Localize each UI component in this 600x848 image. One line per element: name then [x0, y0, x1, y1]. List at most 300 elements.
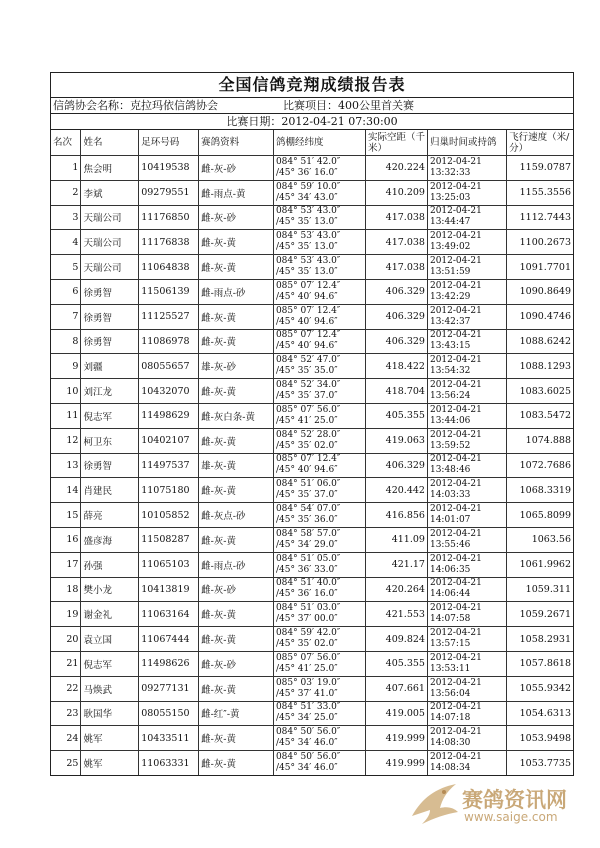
longitude: 084° 51′ 33.0″ [275, 702, 341, 713]
info-cell: 雌-灰点-砂 [199, 503, 274, 528]
coords-cell [273, 255, 365, 280]
latitude: /45° 35′ 37.0″ [275, 391, 338, 402]
name-cell: 天瑞公司 [81, 205, 139, 230]
coords-cell [273, 156, 365, 181]
longitude: 084° 51′ 06.0″ [275, 479, 341, 490]
return-time-cell [427, 156, 506, 181]
return-clock: 13:55:46 [429, 539, 471, 550]
name-cell: 樊小龙 [81, 577, 139, 602]
distance-cell: 409.824 [365, 627, 427, 652]
coords-cell [273, 503, 365, 528]
speed-cell: 1059.2671 [507, 602, 573, 627]
coords-cell [273, 304, 365, 329]
ring-cell: 11497537 [139, 453, 199, 478]
ring-cell: 11498626 [139, 651, 199, 676]
ring-cell: 11063331 [139, 751, 199, 775]
return-time-cell [427, 651, 506, 676]
info-cell: 雌-灰-黄 [199, 230, 274, 255]
ring-cell: 11075180 [139, 478, 199, 503]
rank-cell: 16 [51, 527, 81, 552]
return-date: 2012-04-21 [429, 727, 482, 738]
info-cell: 雄-灰-砂 [199, 354, 274, 379]
info-cell: 雌-灰-黄 [199, 726, 274, 751]
rank-cell: 13 [51, 453, 81, 478]
return-time-cell [427, 329, 506, 354]
name-cell: 徐勇智 [81, 279, 139, 304]
rank-cell: 21 [51, 651, 81, 676]
ring-cell: 11498629 [139, 403, 199, 428]
latitude: /45° 36′ 16.0″ [275, 167, 338, 178]
pigeon-logo-icon [406, 778, 462, 830]
speed-cell: 1112.7443 [507, 205, 573, 230]
watermark-text: 赛鸽资讯网 [462, 788, 567, 812]
name-cell: 袁立国 [81, 627, 139, 652]
return-date: 2012-04-21 [429, 181, 482, 192]
race-date: 比赛日期：2012-04-21 07:30:00 [51, 114, 573, 130]
return-time-cell [427, 552, 506, 577]
rank-cell: 18 [51, 577, 81, 602]
header-info: 赛鸽资料 [199, 130, 274, 156]
report-sheet [50, 72, 574, 776]
latitude: /45° 36′ 33.0″ [275, 564, 338, 575]
return-clock: 13:56:24 [429, 391, 471, 402]
rank-cell: 20 [51, 627, 81, 652]
return-date: 2012-04-21 [429, 454, 482, 465]
name-cell: 姚军 [81, 751, 139, 775]
coords-cell [273, 701, 365, 726]
speed-cell: 1100.2673 [507, 230, 573, 255]
rank-cell: 17 [51, 552, 81, 577]
table-row [51, 602, 573, 627]
distance-cell: 417.038 [365, 205, 427, 230]
return-clock: 13:53:11 [429, 663, 471, 674]
ring-cell: 10433511 [139, 726, 199, 751]
return-time-cell [427, 304, 506, 329]
longitude: 084° 51′ 03.0″ [275, 603, 341, 614]
info-cell: 雌-灰-黄 [199, 255, 274, 280]
coords-cell [273, 602, 365, 627]
speed-cell: 1054.6313 [507, 701, 573, 726]
info-cell: 雌-灰-黄 [199, 304, 274, 329]
longitude: 084° 51′ 05.0″ [275, 553, 341, 564]
rank-cell: 1 [51, 156, 81, 181]
return-clock: 14:03:33 [429, 490, 471, 501]
speed-cell: 1090.4746 [507, 304, 573, 329]
name-cell: 徐勇智 [81, 304, 139, 329]
ring-cell: 10105852 [139, 503, 199, 528]
return-date: 2012-04-21 [429, 429, 482, 440]
latitude: /45° 34′ 43.0″ [275, 192, 338, 203]
name-cell: 谢金礼 [81, 602, 139, 627]
coords-cell [273, 676, 365, 701]
coords-cell [273, 354, 365, 379]
speed-cell: 1090.8649 [507, 279, 573, 304]
table-row [51, 552, 573, 577]
latitude: /45° 34′ 25.0″ [275, 713, 338, 724]
coords-cell [273, 379, 365, 404]
rank-cell: 10 [51, 379, 81, 404]
rank-cell: 7 [51, 304, 81, 329]
distance-cell: 418.704 [365, 379, 427, 404]
distance-cell: 406.329 [365, 453, 427, 478]
coords-cell [273, 428, 365, 453]
info-cell: 雌-灰-黄 [199, 478, 274, 503]
watermark-url: www.saige.com [464, 810, 558, 824]
latitude: /45° 37′ 41.0″ [275, 688, 338, 699]
ring-cell: 08055657 [139, 354, 199, 379]
distance-cell: 406.329 [365, 304, 427, 329]
return-clock: 13:44:06 [429, 415, 471, 426]
ring-cell: 11508287 [139, 527, 199, 552]
speed-cell: 1053.9498 [507, 726, 573, 751]
return-clock: 14:06:35 [429, 564, 471, 575]
return-time-cell [427, 279, 506, 304]
name-cell: 盛彦海 [81, 527, 139, 552]
longitude: 084° 51′ 40.0″ [275, 578, 341, 589]
distance-cell: 417.038 [365, 230, 427, 255]
return-date: 2012-04-21 [429, 677, 482, 688]
ring-cell: 11176838 [139, 230, 199, 255]
speed-cell: 1059.311 [507, 577, 573, 602]
table-row [51, 751, 573, 775]
site-watermark [406, 778, 586, 834]
return-time-cell [427, 577, 506, 602]
rank-cell: 5 [51, 255, 81, 280]
longitude: 084° 58′ 57.0″ [275, 528, 341, 539]
table-row [51, 205, 573, 230]
ring-cell: 11506139 [139, 279, 199, 304]
longitude: 084° 50′ 56.0″ [275, 752, 341, 763]
rank-cell: 22 [51, 676, 81, 701]
coords-cell [273, 180, 365, 205]
return-date: 2012-04-21 [429, 752, 482, 763]
rank-cell: 9 [51, 354, 81, 379]
latitude: /45° 35′ 13.0″ [275, 217, 338, 228]
return-time-cell [427, 230, 506, 255]
name-cell: 耿国华 [81, 701, 139, 726]
return-clock: 13:42:37 [429, 316, 471, 327]
longitude: 085° 07′ 12.4″ [275, 454, 341, 465]
return-clock: 13:51:59 [429, 267, 471, 278]
speed-cell: 1083.6025 [507, 379, 573, 404]
coords-cell [273, 230, 365, 255]
longitude: 084° 52′ 47.0″ [275, 355, 341, 366]
name-cell: 李斌 [81, 180, 139, 205]
ring-cell: 08055150 [139, 701, 199, 726]
info-line [51, 98, 573, 114]
longitude: 084° 53′ 43.0″ [275, 206, 341, 217]
latitude: /45° 35′ 02.0″ [275, 440, 338, 451]
results-table [51, 130, 573, 775]
latitude: /45° 35′ 36.0″ [275, 515, 338, 526]
distance-cell: 406.329 [365, 279, 427, 304]
return-date: 2012-04-21 [429, 553, 482, 564]
speed-cell: 1055.9342 [507, 676, 573, 701]
rank-cell: 19 [51, 602, 81, 627]
longitude: 085° 07′ 12.4″ [275, 280, 341, 291]
latitude: /45° 40′ 94.6″ [275, 465, 338, 476]
return-clock: 13:56:04 [429, 688, 471, 699]
table-row [51, 701, 573, 726]
return-date: 2012-04-21 [429, 355, 482, 366]
name-cell: 天瑞公司 [81, 230, 139, 255]
return-date: 2012-04-21 [429, 603, 482, 614]
rank-cell: 15 [51, 503, 81, 528]
return-time-cell [427, 478, 506, 503]
return-date: 2012-04-21 [429, 479, 482, 490]
return-clock: 14:08:30 [429, 738, 471, 749]
return-date: 2012-04-21 [429, 380, 482, 391]
distance-cell: 419.999 [365, 751, 427, 775]
coords-cell [273, 627, 365, 652]
longitude: 085° 03′ 19.0″ [275, 677, 341, 688]
header-row [51, 130, 573, 156]
return-time-cell [427, 527, 506, 552]
latitude: /45° 41′ 25.0″ [275, 415, 338, 426]
name-cell: 肖建民 [81, 478, 139, 503]
speed-cell: 1072.7686 [507, 453, 573, 478]
return-time-cell [427, 453, 506, 478]
return-clock: 13:44:47 [429, 217, 471, 228]
return-date: 2012-04-21 [429, 702, 482, 713]
info-cell: 雌-灰-砂 [199, 205, 274, 230]
association-name: 信鸽协会名称：克拉玛依信鸽协会 [53, 99, 218, 112]
longitude: 085° 07′ 12.4″ [275, 330, 341, 341]
distance-cell: 405.355 [365, 403, 427, 428]
longitude: 084° 53′ 43.0″ [275, 231, 341, 242]
info-cell: 雄-灰-黄 [199, 453, 274, 478]
table-row [51, 428, 573, 453]
event-name: 比赛项目：400公里首关赛 [283, 99, 414, 112]
return-clock: 13:49:02 [429, 242, 471, 253]
return-time-cell [427, 602, 506, 627]
ring-cell: 09277131 [139, 676, 199, 701]
name-cell: 姚军 [81, 726, 139, 751]
name-cell: 柯卫东 [81, 428, 139, 453]
return-date: 2012-04-21 [429, 504, 482, 515]
return-time-cell [427, 255, 506, 280]
table-row [51, 329, 573, 354]
speed-cell: 1091.7701 [507, 255, 573, 280]
name-cell: 徐勇智 [81, 453, 139, 478]
header-name: 姓名 [81, 130, 139, 156]
rank-cell: 2 [51, 180, 81, 205]
return-clock: 14:07:18 [429, 713, 471, 724]
name-cell: 马焕武 [81, 676, 139, 701]
table-row [51, 478, 573, 503]
return-date: 2012-04-21 [429, 206, 482, 217]
table-row [51, 304, 573, 329]
results-body [51, 156, 573, 775]
ring-cell: 10419538 [139, 156, 199, 181]
table-row [51, 503, 573, 528]
return-date: 2012-04-21 [429, 156, 482, 167]
latitude: /45° 34′ 46.0″ [275, 738, 338, 749]
ring-cell: 10413819 [139, 577, 199, 602]
latitude: /45° 35′ 13.0″ [275, 267, 338, 278]
coords-cell [273, 552, 365, 577]
rank-cell: 3 [51, 205, 81, 230]
speed-cell: 1061.9962 [507, 552, 573, 577]
ring-cell: 10432070 [139, 379, 199, 404]
info-cell: 雌-灰-黄 [199, 379, 274, 404]
return-clock: 13:59:52 [429, 440, 471, 451]
ring-cell: 11065103 [139, 552, 199, 577]
return-time-cell [427, 379, 506, 404]
name-cell: 倪志军 [81, 651, 139, 676]
ring-cell: 11086978 [139, 329, 199, 354]
return-date: 2012-04-21 [429, 528, 482, 539]
latitude: /45° 36′ 16.0″ [275, 589, 338, 600]
longitude: 085° 07′ 56.0″ [275, 404, 341, 415]
table-row [51, 156, 573, 181]
name-cell: 徐勇智 [81, 329, 139, 354]
return-date: 2012-04-21 [429, 578, 482, 589]
ring-cell: 10402107 [139, 428, 199, 453]
return-clock: 13:25:03 [429, 192, 471, 203]
info-cell: 雌-灰-黄 [199, 428, 274, 453]
name-cell: 孙强 [81, 552, 139, 577]
return-clock: 13:48:46 [429, 465, 471, 476]
distance-cell: 417.038 [365, 255, 427, 280]
return-clock: 13:32:33 [429, 167, 471, 178]
name-cell: 薛亮 [81, 503, 139, 528]
coords-cell [273, 205, 365, 230]
header-rank: 名次 [51, 130, 81, 156]
ring-cell: 11064838 [139, 255, 199, 280]
distance-cell: 419.999 [365, 726, 427, 751]
coords-cell [273, 279, 365, 304]
distance-cell: 420.264 [365, 577, 427, 602]
return-date: 2012-04-21 [429, 628, 482, 639]
table-row [51, 726, 573, 751]
distance-cell: 405.355 [365, 651, 427, 676]
distance-cell: 419.005 [365, 701, 427, 726]
speed-cell: 1159.0787 [507, 156, 573, 181]
info-cell: 雌-红″-黄 [199, 701, 274, 726]
table-row [51, 527, 573, 552]
speed-cell: 1057.8618 [507, 651, 573, 676]
ring-cell: 11063164 [139, 602, 199, 627]
return-date: 2012-04-21 [429, 652, 482, 663]
name-cell: 刘江龙 [81, 379, 139, 404]
speed-cell: 1068.3319 [507, 478, 573, 503]
header-coords: 鸽棚经纬度 [273, 130, 365, 156]
longitude: 084° 59′ 10.0″ [275, 181, 341, 192]
name-cell: 倪志军 [81, 403, 139, 428]
table-row [51, 180, 573, 205]
latitude: /45° 40′ 94.6″ [275, 291, 338, 302]
ring-cell: 11176850 [139, 205, 199, 230]
return-date: 2012-04-21 [429, 330, 482, 341]
name-cell: 刘疆 [81, 354, 139, 379]
table-row [51, 230, 573, 255]
rank-cell: 4 [51, 230, 81, 255]
table-row [51, 354, 573, 379]
longitude: 084° 54′ 07.0″ [275, 504, 341, 515]
ring-cell: 11067444 [139, 627, 199, 652]
speed-cell: 1088.6242 [507, 329, 573, 354]
distance-cell: 421.553 [365, 602, 427, 627]
info-cell: 雌-灰-黄 [199, 751, 274, 775]
latitude: /45° 34′ 46.0″ [275, 763, 338, 774]
return-clock: 14:01:07 [429, 515, 471, 526]
header-ring: 足环号码 [139, 130, 199, 156]
info-cell: 雌-灰-黄 [199, 676, 274, 701]
table-row [51, 627, 573, 652]
table-row [51, 676, 573, 701]
rank-cell: 25 [51, 751, 81, 775]
distance-cell: 421.17 [365, 552, 427, 577]
return-clock: 13:43:15 [429, 341, 471, 352]
latitude: /45° 40′ 94.6″ [275, 341, 338, 352]
distance-cell: 416.856 [365, 503, 427, 528]
info-cell: 雌-灰-黄 [199, 602, 274, 627]
return-time-cell [427, 676, 506, 701]
return-time-cell [427, 180, 506, 205]
return-clock: 14:06:44 [429, 589, 471, 600]
info-cell: 雌-灰-黄 [199, 527, 274, 552]
return-time-cell [427, 503, 506, 528]
header-distance: 实际空距（千米） [365, 130, 427, 156]
speed-cell: 1074.888 [507, 428, 573, 453]
coords-cell [273, 651, 365, 676]
distance-cell: 407.661 [365, 676, 427, 701]
rank-cell: 12 [51, 428, 81, 453]
return-time-cell [427, 403, 506, 428]
info-cell: 雌-灰-砂 [199, 651, 274, 676]
rank-cell: 8 [51, 329, 81, 354]
coords-cell [273, 403, 365, 428]
coords-cell [273, 478, 365, 503]
return-clock: 14:08:34 [429, 763, 471, 774]
longitude: 084° 59′ 42.0″ [275, 628, 341, 639]
info-cell: 雌-灰-黄 [199, 329, 274, 354]
return-time-cell [427, 205, 506, 230]
longitude: 084° 52′ 34.0″ [275, 380, 341, 391]
distance-cell: 420.224 [365, 156, 427, 181]
latitude: /45° 34′ 29.0″ [275, 539, 338, 550]
longitude: 084° 53′ 43.0″ [275, 256, 341, 267]
distance-cell: 406.329 [365, 329, 427, 354]
return-time-cell [427, 428, 506, 453]
return-date: 2012-04-21 [429, 305, 482, 316]
speed-cell: 1058.2931 [507, 627, 573, 652]
speed-cell: 1155.3556 [507, 180, 573, 205]
return-date: 2012-04-21 [429, 231, 482, 242]
info-cell: 雌-灰-黄 [199, 627, 274, 652]
rank-cell: 23 [51, 701, 81, 726]
rank-cell: 6 [51, 279, 81, 304]
table-row [51, 403, 573, 428]
name-cell: 天瑞公司 [81, 255, 139, 280]
page-title: 全国信鸽竞翔成绩报告表 [51, 73, 573, 98]
coords-cell [273, 726, 365, 751]
speed-cell: 1063.56 [507, 527, 573, 552]
table-row [51, 279, 573, 304]
return-time-cell [427, 701, 506, 726]
return-clock: 14:07:58 [429, 614, 471, 625]
info-cell: 雌-灰白条-黄 [199, 403, 274, 428]
info-cell: 雌-雨点-砂 [199, 279, 274, 304]
return-time-cell [427, 627, 506, 652]
return-time-cell [427, 354, 506, 379]
longitude: 085° 07′ 56.0″ [275, 652, 341, 663]
rank-cell: 24 [51, 726, 81, 751]
coords-cell [273, 453, 365, 478]
distance-cell: 411.09 [365, 527, 427, 552]
name-cell: 焦会明 [81, 156, 139, 181]
